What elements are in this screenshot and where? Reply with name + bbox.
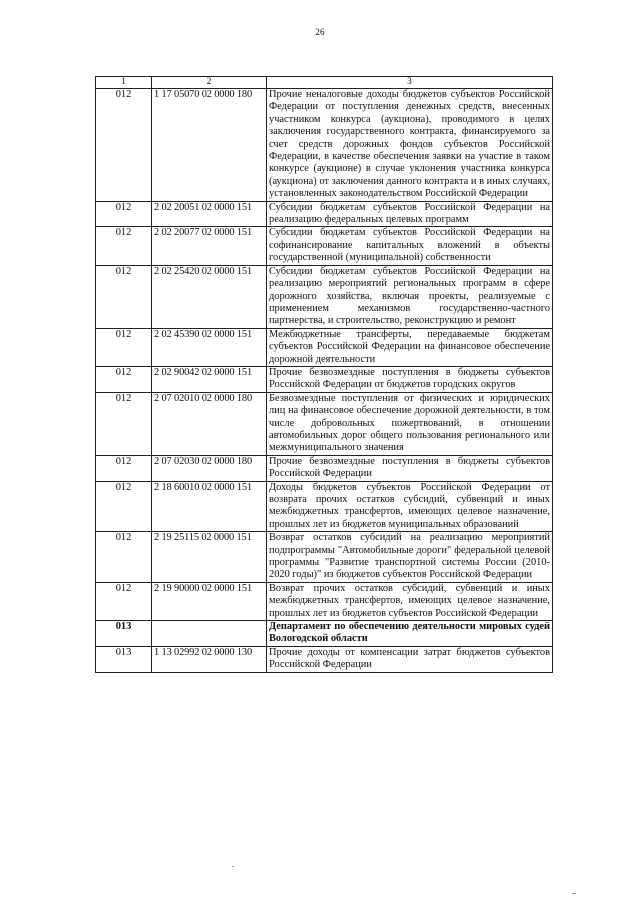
header-col-1: 1: [96, 77, 152, 89]
table-row: [96, 392, 553, 455]
admin-code-cell: 012: [96, 582, 152, 620]
revenue-code-cell: 2 02 20077 02 0000 151: [152, 227, 267, 265]
admin-code-cell: 012: [96, 455, 152, 481]
revenue-code-cell: 2 19 25115 02 0000 151: [152, 532, 267, 583]
admin-code-cell: 012: [96, 89, 152, 202]
admin-code-cell: 012: [96, 392, 152, 455]
table-row: [96, 646, 553, 672]
revenue-name-cell: Межбюджетные трансферты, передаваемые бюджетам субъектов Российской Федерации на финансовое обеспечение дорожной деятельности: [267, 328, 553, 366]
revenue-code-cell: 2 02 20051 02 0000 151: [152, 201, 267, 227]
table-row: [96, 366, 553, 392]
revenue-code-cell: 2 02 90042 02 0000 151: [152, 366, 267, 392]
revenue-code-cell: [152, 621, 267, 647]
admin-code-cell: 012: [96, 481, 152, 532]
revenue-name-cell: Субсидии бюджетам субъектов Российской Федерации на софинансирование капитальных вложений в объекты государственной (муниципальной) собственности: [267, 227, 553, 265]
revenue-name-cell: Прочие неналоговые доходы бюджетов субъектов Российской Федерации от поступления денежных средств, внесенных участником конкурса (аукциона), проводимого в целях заключения государственного контракта, финансируемого за счет средств дорожных фондов субъектов Российской Федерации, в качестве обеспечения заявки на участие в таком конкурсе (аукционе) в случае уклонения участника конкурса (аукциона) от заключения данного контракта и в иных случаях, установленных законодательством Российской Федерации: [267, 89, 553, 202]
admin-code-cell: 012: [96, 328, 152, 366]
scan-speck: [572, 893, 576, 894]
table-row: [96, 89, 553, 202]
revenue-name-cell: Департамент по обеспечению деятельности мировых судей Вологодской области: [267, 621, 553, 647]
revenue-code-cell: 1 17 05070 02 0000 180: [152, 89, 267, 202]
admin-code-cell: 013: [96, 646, 152, 672]
table-row: [96, 582, 553, 620]
revenue-code-cell: 1 13 02992 02 0000 130: [152, 646, 267, 672]
revenue-name-cell: Субсидии бюджетам субъектов Российской Федерации на реализацию мероприятий региональных программ в сфере дорожного хозяйства, включая проекты, реализуемые с применением механизмов государственно-частного партнерства, и строительство, реконструкцию и ремонт: [267, 265, 553, 328]
revenue-name-cell: Прочие доходы от компенсации затрат бюджетов субъектов Российской Федерации: [267, 646, 553, 672]
scan-speck: [232, 866, 234, 867]
page-number: 26: [315, 27, 325, 37]
admin-code-cell: 012: [96, 201, 152, 227]
admin-code-cell: 012: [96, 227, 152, 265]
admin-code-cell: 012: [96, 366, 152, 392]
table-row: [96, 621, 553, 647]
revenue-name-cell: Прочие безвозмездные поступления в бюджеты субъектов Российской Федерации: [267, 455, 553, 481]
revenue-code-cell: 2 02 25420 02 0000 151: [152, 265, 267, 328]
table-row: [96, 481, 553, 532]
revenue-code-cell: 2 07 02010 02 0000 180: [152, 392, 267, 455]
revenue-codes-table: [95, 76, 553, 673]
admin-code-cell: 012: [96, 265, 152, 328]
table-row: [96, 532, 553, 583]
table-row: [96, 455, 553, 481]
revenue-code-cell: 2 02 45390 02 0000 151: [152, 328, 267, 366]
revenue-name-cell: Возврат прочих остатков субсидий, субвенций и иных межбюджетных трансфертов, имеющих целевое назначение, прошлых лет из бюджетов субъектов Российской Федерации: [267, 582, 553, 620]
revenue-code-cell: 2 18 60010 02 0000 151: [152, 481, 267, 532]
admin-code-cell: 012: [96, 532, 152, 583]
table-row: [96, 201, 553, 227]
revenue-code-cell: 2 19 90000 02 0000 151: [152, 582, 267, 620]
revenue-name-cell: Прочие безвозмездные поступления в бюджеты субъектов Российской Федерации от бюджетов городских округов: [267, 366, 553, 392]
header-col-3: 3: [267, 77, 553, 89]
revenue-name-cell: Безвозмездные поступления от физических и юридических лиц на финансовое обеспечение дорожной деятельности, в том числе добровольных пожертвований, в отношении автомобильных дорог общего пользования регионального или межмуниципального значения: [267, 392, 553, 455]
table-row: [96, 227, 553, 265]
revenue-name-cell: Доходы бюджетов субъектов Российской Федерации от возврата прочих остатков субсидий, субвенций и иных межбюджетных трансфертов, имеющих целевое назначение, прошлых лет из бюджетов муниципальных образований: [267, 481, 553, 532]
revenue-code-cell: 2 07 02030 02 0000 180: [152, 455, 267, 481]
revenue-name-cell: Субсидии бюджетам субъектов Российской Федерации на реализацию федеральных целевых программ: [267, 201, 553, 227]
admin-code-cell: 013: [96, 621, 152, 647]
revenue-name-cell: Возврат остатков субсидий на реализацию мероприятий подпрограммы "Автомобильные дороги" федеральной целевой программы "Развитие транспортной системы России (2010-2020 годы)" из бюджетов субъектов Российской Федерации: [267, 532, 553, 583]
header-col-2: 2: [152, 77, 267, 89]
table-header-row: [96, 77, 553, 89]
table-row: [96, 265, 553, 328]
table-row: [96, 328, 553, 366]
